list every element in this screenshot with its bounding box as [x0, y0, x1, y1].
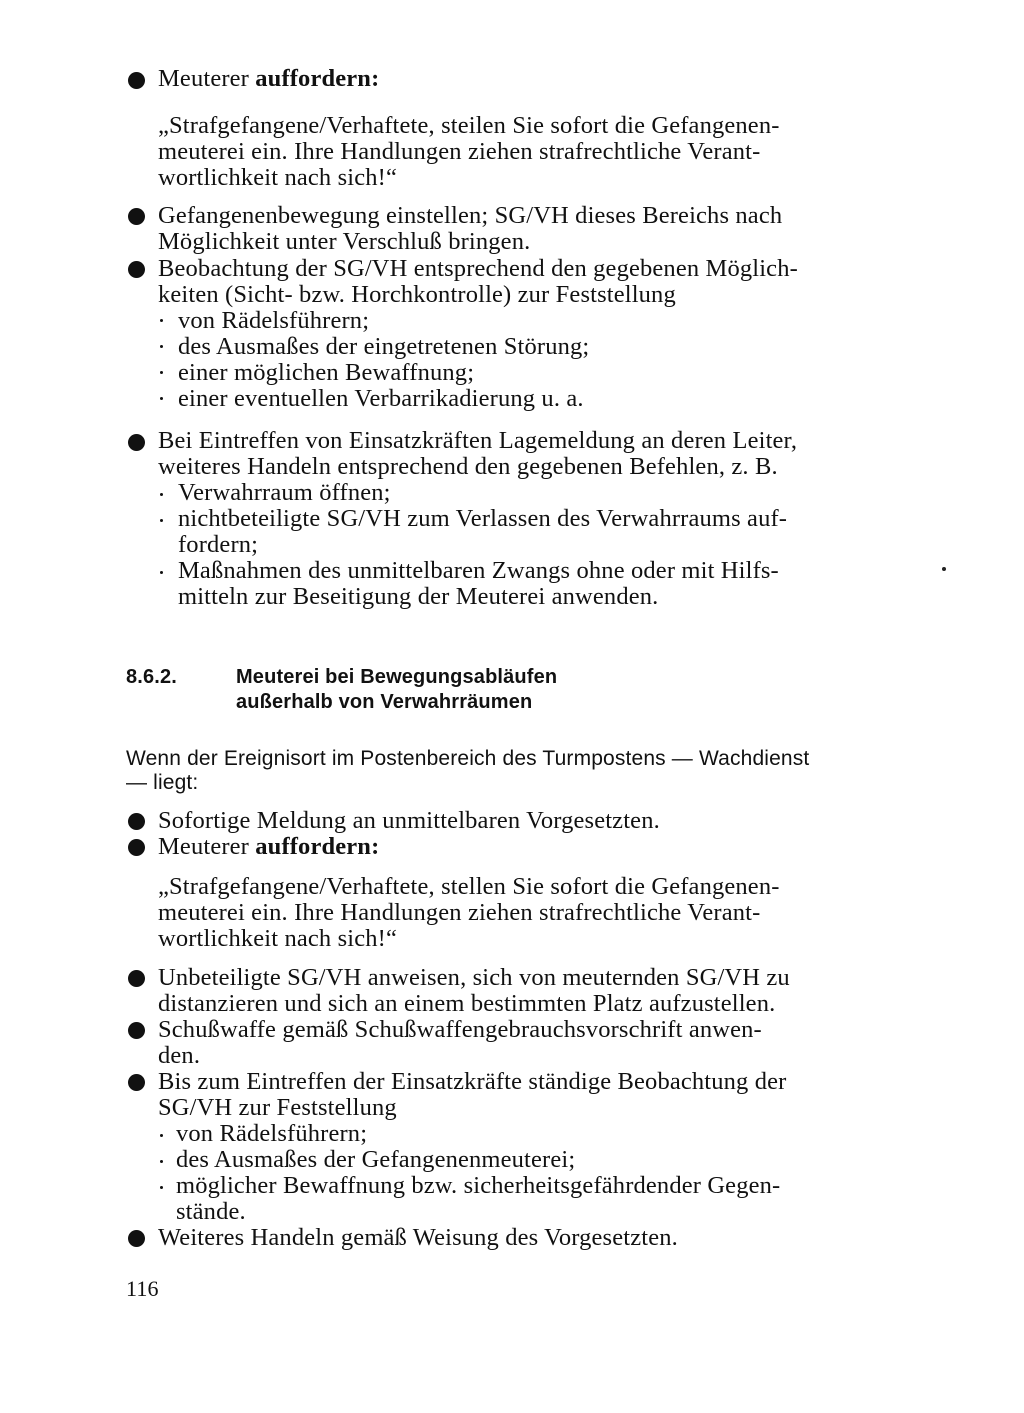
bullet-icon	[128, 813, 145, 830]
list-item-emphasis: auffordern:	[255, 833, 380, 860]
quote-line: „Strafgefangene/Verhaftete, steilen Sie sofort die Gefangenen-	[158, 112, 780, 139]
bullet-icon	[128, 970, 145, 987]
sub-bullet-icon	[160, 319, 163, 322]
list-item-text: Meuterer	[158, 833, 256, 860]
list-item-lead	[158, 66, 379, 92]
list-item-line: SG/VH zur Feststellung	[158, 1094, 397, 1121]
page-number: 116	[126, 1276, 159, 1301]
bullet-icon	[128, 839, 145, 856]
intro-text: Wenn der Ereignisort im Postenbereich des Turmpostens — Wachdienst	[126, 747, 810, 770]
list-item-line: keiten (Sicht- bzw. Horchkontrolle) zur Feststellung	[158, 281, 676, 308]
sub-item: einer möglichen Bewaffnung;	[178, 359, 475, 386]
list-item-line: Bei Eintreffen von Einsatzkräften Lagemeldung an deren Leiter,	[158, 427, 798, 454]
section-title: außerhalb von Verwahrräumen	[236, 691, 533, 713]
sub-item: von Rädelsführern;	[178, 307, 370, 334]
bullet-icon	[128, 208, 145, 225]
bullet-icon	[128, 72, 145, 89]
quote-line: meuterei ein. Ihre Handlungen ziehen strafrechtliche Verant-	[158, 899, 761, 926]
sub-bullet-icon	[160, 345, 163, 348]
intro-text: — liegt:	[126, 771, 199, 794]
sub-bullet-icon	[160, 493, 163, 496]
sub-item-continuation: stände.	[176, 1198, 246, 1225]
list-item-line: den.	[158, 1042, 201, 1069]
sub-item: Verwahrraum öffnen;	[178, 479, 391, 506]
list-item-line: weiteres Handeln entsprechend den gegebenen Befehlen, z. B.	[158, 453, 778, 480]
sub-item: einer eventuellen Verbarrikadierung u. a.	[178, 385, 584, 412]
list-item-line: Weiteres Handeln gemäß Weisung des Vorgesetzten.	[158, 1224, 678, 1251]
list-item-line: Möglichkeit unter Verschluß bringen.	[158, 228, 531, 255]
sub-item: nichtbeteiligte SG/VH zum Verlassen des Verwahrraums auf-	[178, 505, 788, 532]
list-item-line: Gefangenenbewegung einstellen; SG/VH dieses Bereichs nach	[158, 202, 783, 229]
sub-bullet-icon	[160, 519, 163, 522]
bullet-icon	[128, 1022, 145, 1039]
bullet-icon	[128, 1074, 145, 1091]
print-speck	[942, 567, 946, 571]
list-item-line: Bis zum Eintreffen der Einsatzkräfte ständige Beobachtung der	[158, 1068, 787, 1095]
section-title: Meuterei bei Bewegungsabläufen	[236, 666, 558, 688]
sub-item-continuation: mitteln zur Beseitigung der Meuterei anwenden.	[178, 583, 659, 610]
list-item-line: Beobachtung der SG/VH entsprechend den gegebenen Möglich-	[158, 255, 798, 282]
sub-item: möglicher Bewaffnung bzw. sicherheitsgefährdender Gegen-	[176, 1172, 781, 1199]
quote-line: wortlichkeit nach sich!“	[158, 164, 397, 191]
list-item-text: Meuterer	[158, 65, 256, 92]
list-item-lead	[158, 834, 379, 860]
list-item-emphasis: auffordern:	[255, 65, 380, 92]
sub-item: von Rädelsführern;	[176, 1120, 368, 1147]
quote-line: wortlichkeit nach sich!“	[158, 925, 397, 952]
sub-item-continuation: fordern;	[178, 531, 259, 558]
bullet-icon	[128, 261, 145, 278]
section-number: 8.6.2.	[126, 666, 177, 688]
sub-bullet-icon	[160, 571, 163, 574]
sub-item: des Ausmaßes der eingetretenen Störung;	[178, 333, 590, 360]
quote-line: „Strafgefangene/Verhaftete, stellen Sie sofort die Gefangenen-	[158, 873, 780, 900]
bullet-icon	[128, 1230, 145, 1247]
list-item-line: distanzieren und sich an einem bestimmten Platz aufzustellen.	[158, 990, 776, 1017]
list-item-line: Schußwaffe gemäß Schußwaffengebrauchsvorschrift anwen-	[158, 1016, 762, 1043]
sub-bullet-icon	[160, 1186, 163, 1189]
bullet-icon	[128, 434, 145, 451]
sub-bullet-icon	[160, 397, 163, 400]
sub-bullet-icon	[160, 371, 163, 374]
sub-item: Maßnahmen des unmittelbaren Zwangs ohne oder mit Hilfs-	[178, 557, 779, 584]
list-item-line: Unbeteiligte SG/VH anweisen, sich von meuternden SG/VH zu	[158, 964, 790, 991]
sub-bullet-icon	[160, 1134, 163, 1137]
sub-item: des Ausmaßes der Gefangenenmeuterei;	[176, 1146, 576, 1173]
quote-line: meuterei ein. Ihre Handlungen ziehen strafrechtliche Verant-	[158, 138, 761, 165]
sub-bullet-icon	[160, 1160, 163, 1163]
list-item-line: Sofortige Meldung an unmittelbaren Vorgesetzten.	[158, 807, 660, 834]
